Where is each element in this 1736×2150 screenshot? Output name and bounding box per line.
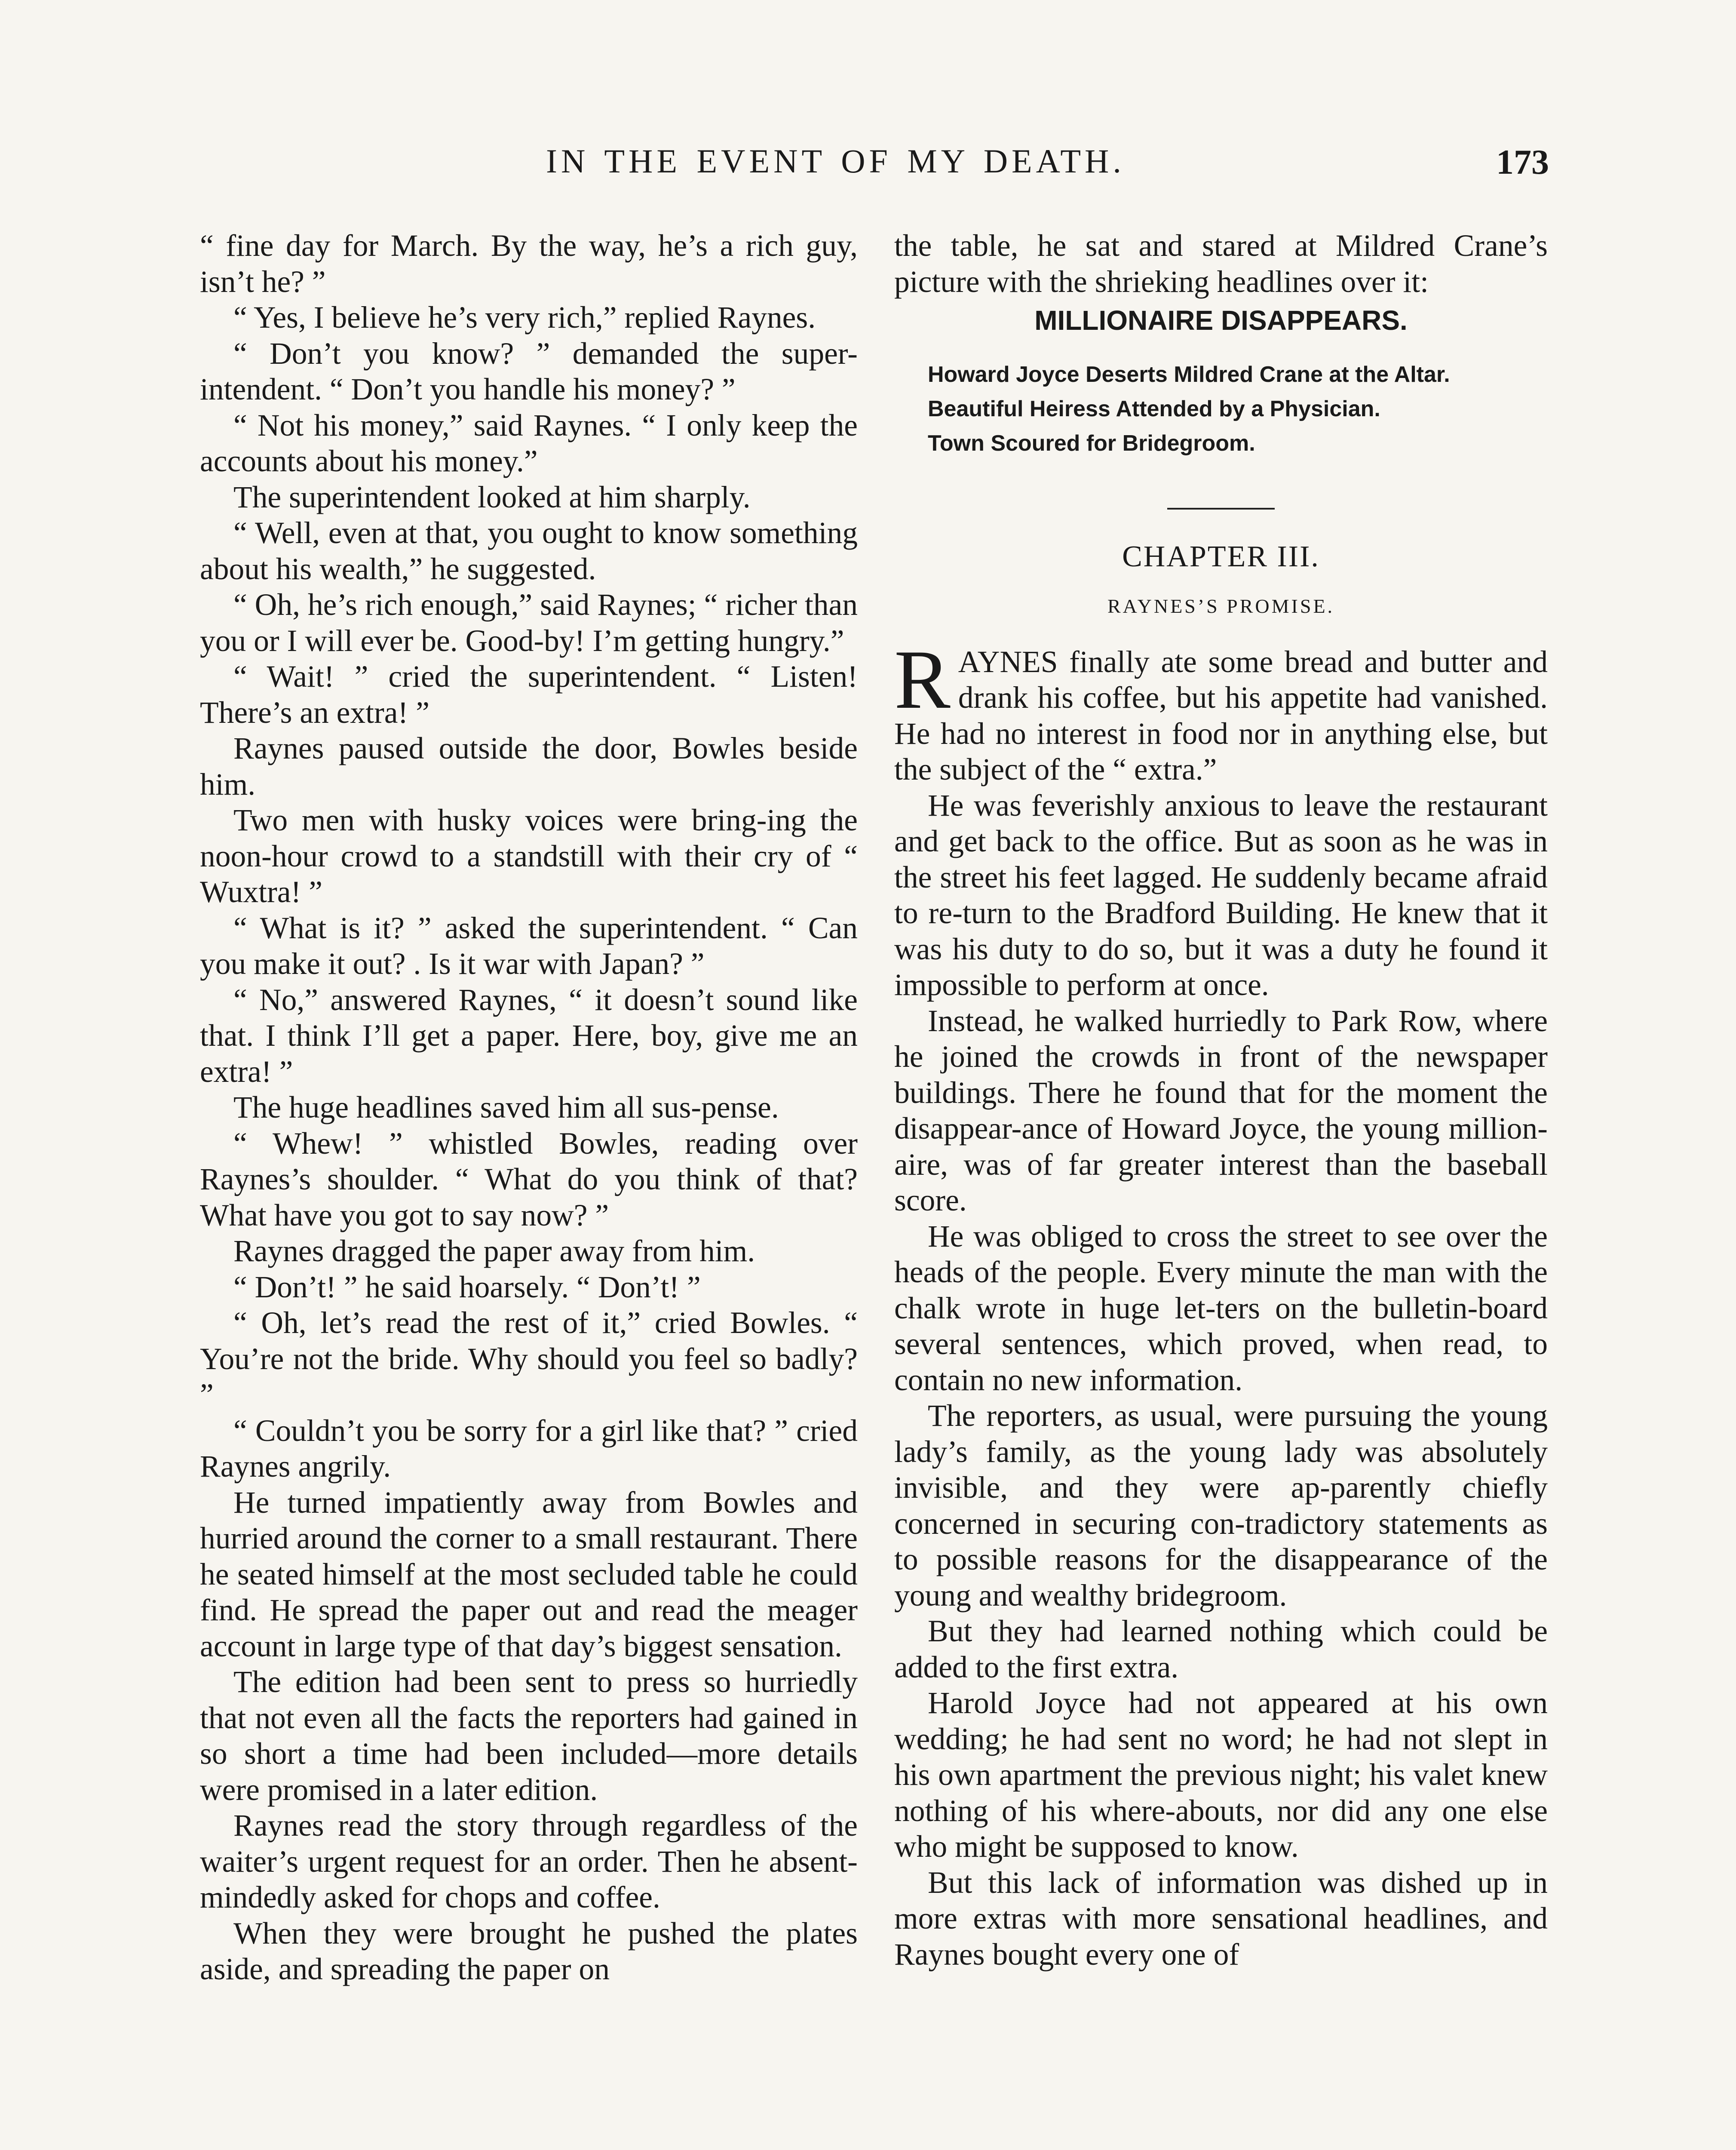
paragraph: “ Couldn’t you be sorry for a girl like that? ” cried Raynes angrily. [200, 1413, 858, 1484]
paragraph: “ Oh, let’s read the rest of it,” cried Bowles. “ You’re not the bride. Why should you feel so badly? ” [200, 1306, 858, 1412]
paragraph: “ Well, even at that, you ought to know something about his wealth,” he suggested. [200, 516, 858, 586]
newspaper-headline: MILLIONAIRE DISAPPEARS. [1034, 305, 1408, 336]
newspaper-subhead: Town Scoured for Bridegroom. [928, 431, 1255, 456]
paragraph: When they were brought he pushed the plates aside, and spreading the paper on [200, 1916, 858, 1986]
paragraph: Two men with husky voices were bring-ing the noon-hour crowd to a standstill with their cry of “ Wuxtra! ” [200, 803, 858, 909]
paragraph: He turned impatiently away from Bowles and hurried around the corner to a small restaurant. There he seated himself at the most secluded table he could find. He spread the paper out and read the meager account in large type of that day’s biggest sensation. [200, 1485, 858, 1663]
paragraph: “ fine day for March. By the way, he’s a rich guy, isn’t he? ” [200, 229, 858, 299]
paragraph: But this lack of information was dished up in more extras with more sensational headlines, and Raynes bought every one of [894, 1865, 1548, 1972]
paragraph: The superintendent looked at him sharply. [233, 480, 751, 514]
newspaper-subhead: Howard Joyce Deserts Mildred Crane at the Altar. [928, 362, 1450, 387]
paragraph-text: AYNES finally ate some bread and butter and drank his coffee, but his appetite had vanished. He had no interest in food nor in anything else, but the subject of the “ extra.” [894, 645, 1548, 786]
paragraph: “ Yes, I believe he’s very rich,” replied Raynes. [233, 301, 816, 335]
paragraph: Harold Joyce had not appeared at his own wedding; he had sent no word; he had not slept in his own apartment the previous night; his valet knew nothing of his where-abouts, nor did any one else who might be supposed to know. [894, 1686, 1548, 1864]
section-divider [1167, 508, 1275, 510]
chapter-title: CHAPTER III. [1122, 540, 1320, 573]
drop-cap: R [894, 633, 951, 726]
paragraph: He was feverishly anxious to leave the restaurant and get back to the office. But as soon as he was in the street his feet lagged. He suddenly became afraid to re-turn to the Bradford Building. He knew that it was his duty to do so, but it was a duty he found it impossible to perform at once. [894, 788, 1548, 1002]
paragraph: Raynes dragged the paper away from him. [233, 1234, 755, 1268]
paragraph: But they had learned nothing which could be added to the first extra. [894, 1614, 1548, 1684]
paragraph: “ Don’t! ” he said hoarsely. “ Don’t! ” [233, 1270, 701, 1304]
paragraph: “ Not his money,” said Raynes. “ I only keep the accounts about his money.” [200, 408, 858, 478]
page-number: 173 [1496, 142, 1549, 181]
left-column [200, 228, 858, 1987]
paragraph: “ Don’t you know? ” demanded the super-intendent. “ Don’t you handle his money? ” [200, 336, 858, 406]
paragraph: the table, he sat and stared at Mildred Crane’s picture with the shrieking headlines over it: [894, 229, 1548, 299]
paragraph: “ No,” answered Raynes, “ it doesn’t sound like that. I think I’ll get a paper. Here, boy, give me an extra! ” [200, 983, 858, 1089]
paragraph: The reporters, as usual, were pursuing the young lady’s family, as the young lady was absolutely invisible, and they were ap-parently chiefly concerned in securing con-tradictory statements as to possible reasons for the disappearance of the young and wealthy bridegroom. [894, 1399, 1548, 1612]
paragraph: Raynes read the story through regardless of the waiter’s urgent request for an order. Then he absent-mindedly asked for chops and coffee. [200, 1809, 858, 1914]
paragraph: The huge headlines saved him all sus-pense. [233, 1090, 779, 1124]
running-head: IN THE EVENT OF MY DEATH. [546, 142, 1125, 180]
paragraph: “ Whew! ” whistled Bowles, reading over Raynes’s shoulder. “ What do you think of that? What have you got to say now? ” [200, 1126, 858, 1232]
chapter-subtitle: RAYNES’S PROMISE. [1107, 595, 1335, 617]
chapter-opening-paragraph [894, 633, 1548, 788]
paragraph: “ Wait! ” cried the superintendent. “ Listen! There’s an extra! ” [200, 660, 858, 730]
paragraph: Instead, he walked hurriedly to Park Row, where he joined the crowds in front of the newspaper buildings. There he found that for the moment the disappear-ance of Howard Joyce, the young million-aire, was of far greater interest than the baseball score. [894, 1004, 1548, 1217]
paragraph: Raynes paused outside the door, Bowles beside him. [200, 731, 858, 802]
right-column [894, 228, 1548, 1972]
newspaper-subhead: Beautiful Heiress Attended by a Physician. [928, 396, 1380, 421]
paragraph: “ Oh, he’s rich enough,” said Raynes; “ richer than you or I will ever be. Good-by! I’m getting hungry.” [200, 588, 858, 658]
paragraph: “ What is it? ” asked the superintendent. “ Can you make it out? . Is it war with Japan? ” [200, 911, 858, 981]
paragraph: The edition had been sent to press so hurriedly that not even all the facts the reporters had gained in so short a time had been included—more details were promised in a later edition. [200, 1665, 858, 1807]
paragraph: He was obliged to cross the street to see over the heads of the people. Every minute the man with the chalk wrote in huge let-ters on the bulletin-board several sentences, which proved, when read, to contain no new information. [894, 1219, 1548, 1397]
